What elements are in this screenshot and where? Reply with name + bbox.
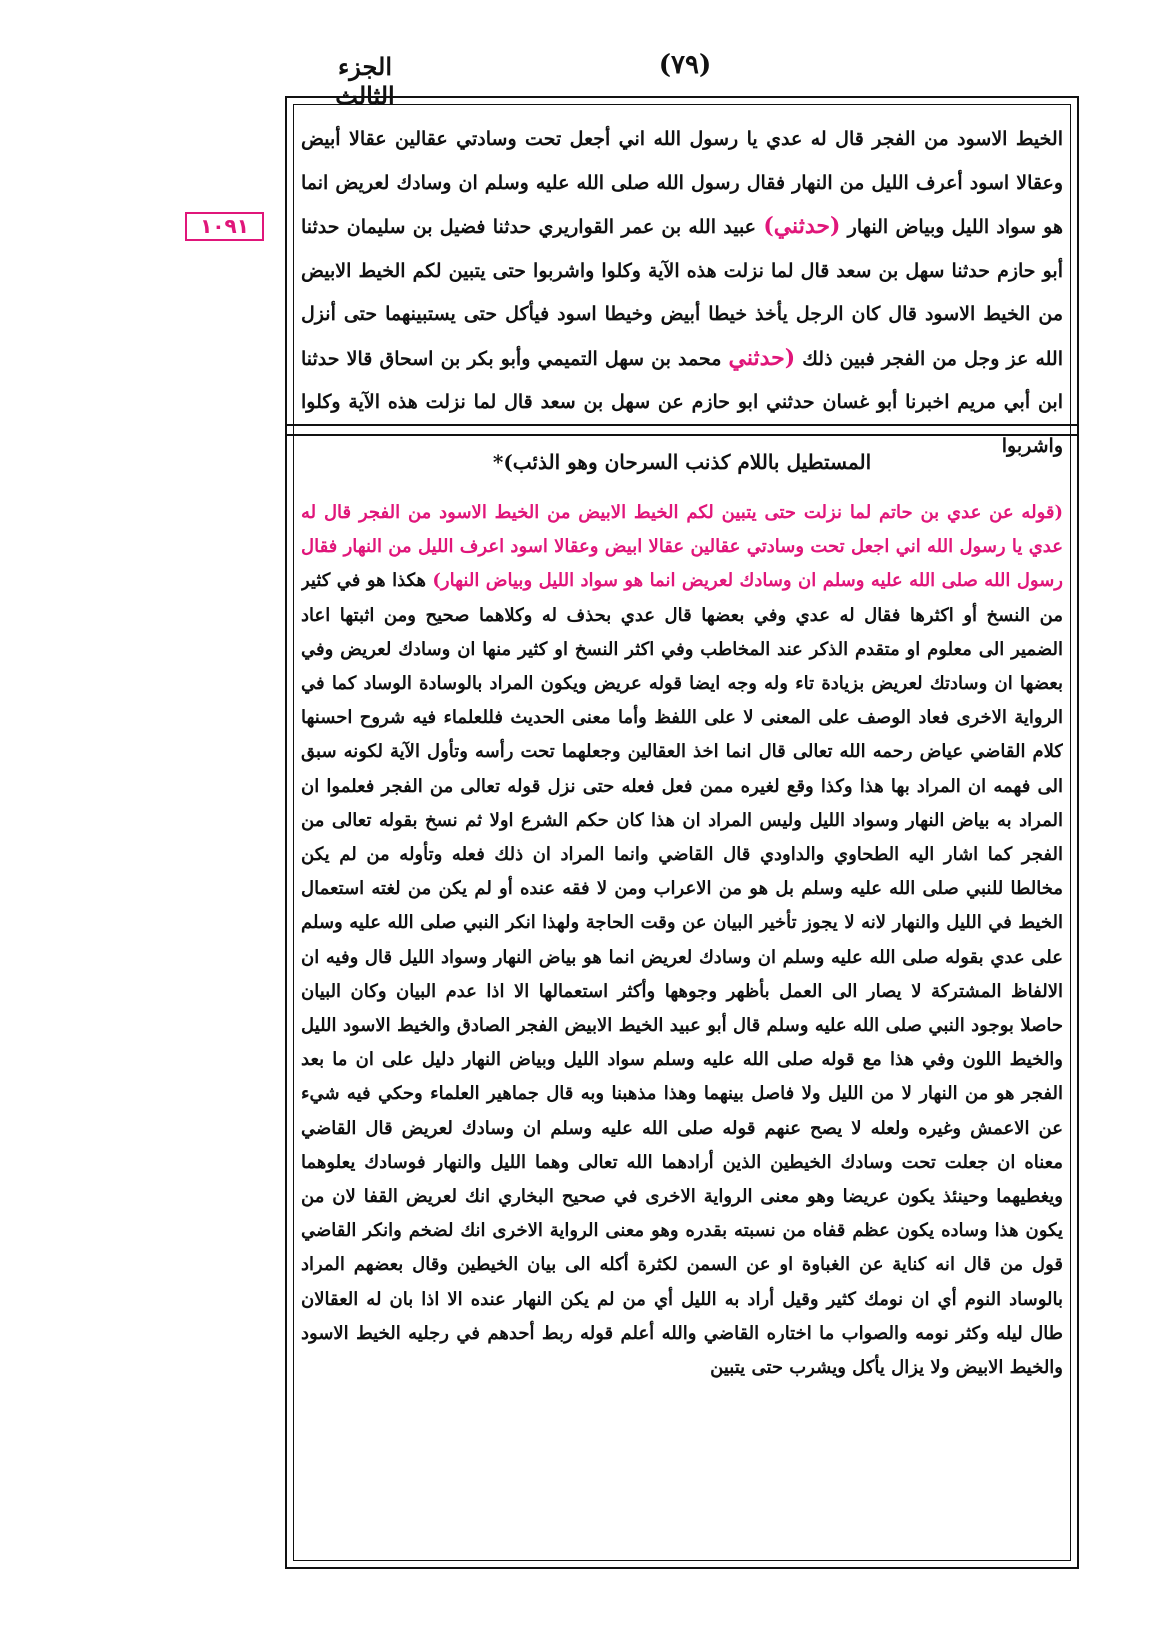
hadith-text-part-1: الخيط الاسود من الفجر قال له عدي يا رسول الله اني أجعل تحت وسادتي عقالين عقالا أبيض وعقالا اسود أعرف الليل من النهار فقال رسول الله صلى الله عليه وسلم ان وسادك لعريض انما هو سواد الليل وبياض النهار	[301, 128, 1064, 238]
text-frame	[285, 96, 1079, 1569]
commentary-text	[301, 496, 1063, 1555]
section-divider	[287, 424, 1077, 436]
hadith-number-badge: ١٠٩١	[185, 212, 264, 241]
hadith-text	[301, 118, 1064, 457]
hadith-text-part-3: محمد بن سهل التميمي وأبو بكر بن اسحاق قالا حدثنا ابن أبي مريم اخبرنا أبو غسان حدثني ابو حازم عن سهل بن سعد قال لما نزلت هذه الآية وكلوا واشربوا	[301, 347, 1063, 457]
commentary-highlighted-quote: (قوله عن عدي بن حاتم لما نزلت حتى يتبين لكم الخيط الابيض من الخيط الاسود من الفجر قال له عدي يا رسول الله اني اجعل تحت وسادتي عقالين عقالا ابيض وعقالا اسود اعرف الليل من النهار فقال رسول الله صلى الله عليه وسلم ان وسادك لعريض انما هو سواد الليل وبياض النهار)	[301, 502, 1063, 592]
section-title: المستطيل باللام كذنب السرحان وهو الذئب)*	[492, 450, 872, 474]
part-label: الجزء الثالث	[335, 52, 395, 110]
page-number: (٧٩)	[658, 50, 712, 80]
commentary-body: هكذا هو في كثير من النسخ أو اكثرها فقال له عدي وفي بعضها قال عدي بحذف له وكلاهما صحيح ومن اثبتها اعاد الضمير الى معلوم او متقدم الذكر عند المخاطب وفي اكثر النسخ او كثير منها ان وسادك لعريض وفي بعضها ان وسادتك لعريض بزيادة تاء وله وجه ايضا قوله عريض ويكون المراد بالوسادة الوساد كما في الرواية الاخرى فعاد الوصف على المعنى لا على اللفظ وأما معنى الحديث فللعلماء فيه شروح احسنها كلام القاضي عياض رحمه الله تعالى قال انما اخذ العقالين وجعلهما تحت رأسه وتأول الآية لكونه سبق الى فهمه ان المراد بها هذا وكذا وقع لغيره ممن فعل فعله حتى نزل قوله تعالى من الفجر فعلموا ان المراد به بياض النهار وسواد الليل وليس المراد ان هذا كان حكم الشرع اولا ثم نسخ بقوله تعالى من الفجر كما اشار اليه الطحاوي والداودي قال القاضي وانما المراد ان ذلك فعله وتأوله من لم يكن مخالطا للنبي صلى الله عليه وسلم بل هو من الاعراب ومن لا فقه عنده أو لم يكن من لغته استعمال الخيط في الليل والنهار لانه لا يجوز تأخير البيان عن وقت الحاجة ولهذا انكر النبي صلى الله عليه وسلم على عدي بقوله صلى الله عليه وسلم ان وسادك لعريض انما هو بياض النهار وسواد الليل قال وفيه ان الالفاظ المشتركة لا يصار الى العمل بأظهر وجوهها وأكثر استعمالها الا اذا عدم البيان وكان البيان حاصلا بوجود النبي صلى الله عليه وسلم قال أبو عبيد الخيط الابيض الفجر الصادق والخيط الاسود الليل والخيط اللون وفي هذا مع قوله صلى الله عليه وسلم سواد الليل وبياض النهار دليل على ان ما بعد الفجر هو من النهار لا من الليل ولا فاصل بينهما وهذا مذهبنا وبه قال جماهير العلماء وحكي فيه شيء عن الاعمش وغيره ولعله لا يصح عنهم قوله صلى الله عليه وسلم ان وسادك لعريض قال القاضي معناه ان جعلت تحت وسادك الخيطين الذين أرادهما الله تعالى وهما الليل والنهار فوسادك يعلوهما ويغطيهما وحينئذ يكون عريضا وهو معنى الرواية الاخرى في صحيح البخاري انك لعريض القفا لان من يكون هذا وساده يكون عظم قفاه من نسبته بقدره وهو معنى الرواية الاخرى انك لضخم وانكر القاضي قول من قال انه كناية عن الغباوة او عن السمن لكثرة أكله الى بيان الخيطين وقال بعضهم المراد بالوساد النوم أي ان نومك كثير وقيل أراد به الليل أي من لم يكن النهار عنده الا اذا بان له العقالان طال ليله وكثر نومه والصواب ما اختاره القاضي والله أعلم قوله ربط أحدهم في رجليه الخيط الاسود والخيط الابيض ولا يزال يأكل ويشرب حتى يتبين	[301, 570, 1063, 1379]
haddathani-label-1: (حدثني)	[763, 213, 841, 239]
haddathani-label-2: (حدثني	[728, 344, 796, 371]
hadith-text-part-2: عبيد الله بن عمر القواريري حدثنا فضيل بن سليمان حدثنا أبو حازم حدثنا سهل بن سعد قال لما نزلت هذه الآية وكلوا واشربوا حتى يتبين لكم الخيط الابيض من الخيط الاسود قال كان الرجل يأخذ خيطا أبيض وخيطا اسود فيأكل حتى يستبينهما حتى أنزل الله عز وجل من الفجر فبين ذلك	[301, 216, 1063, 370]
